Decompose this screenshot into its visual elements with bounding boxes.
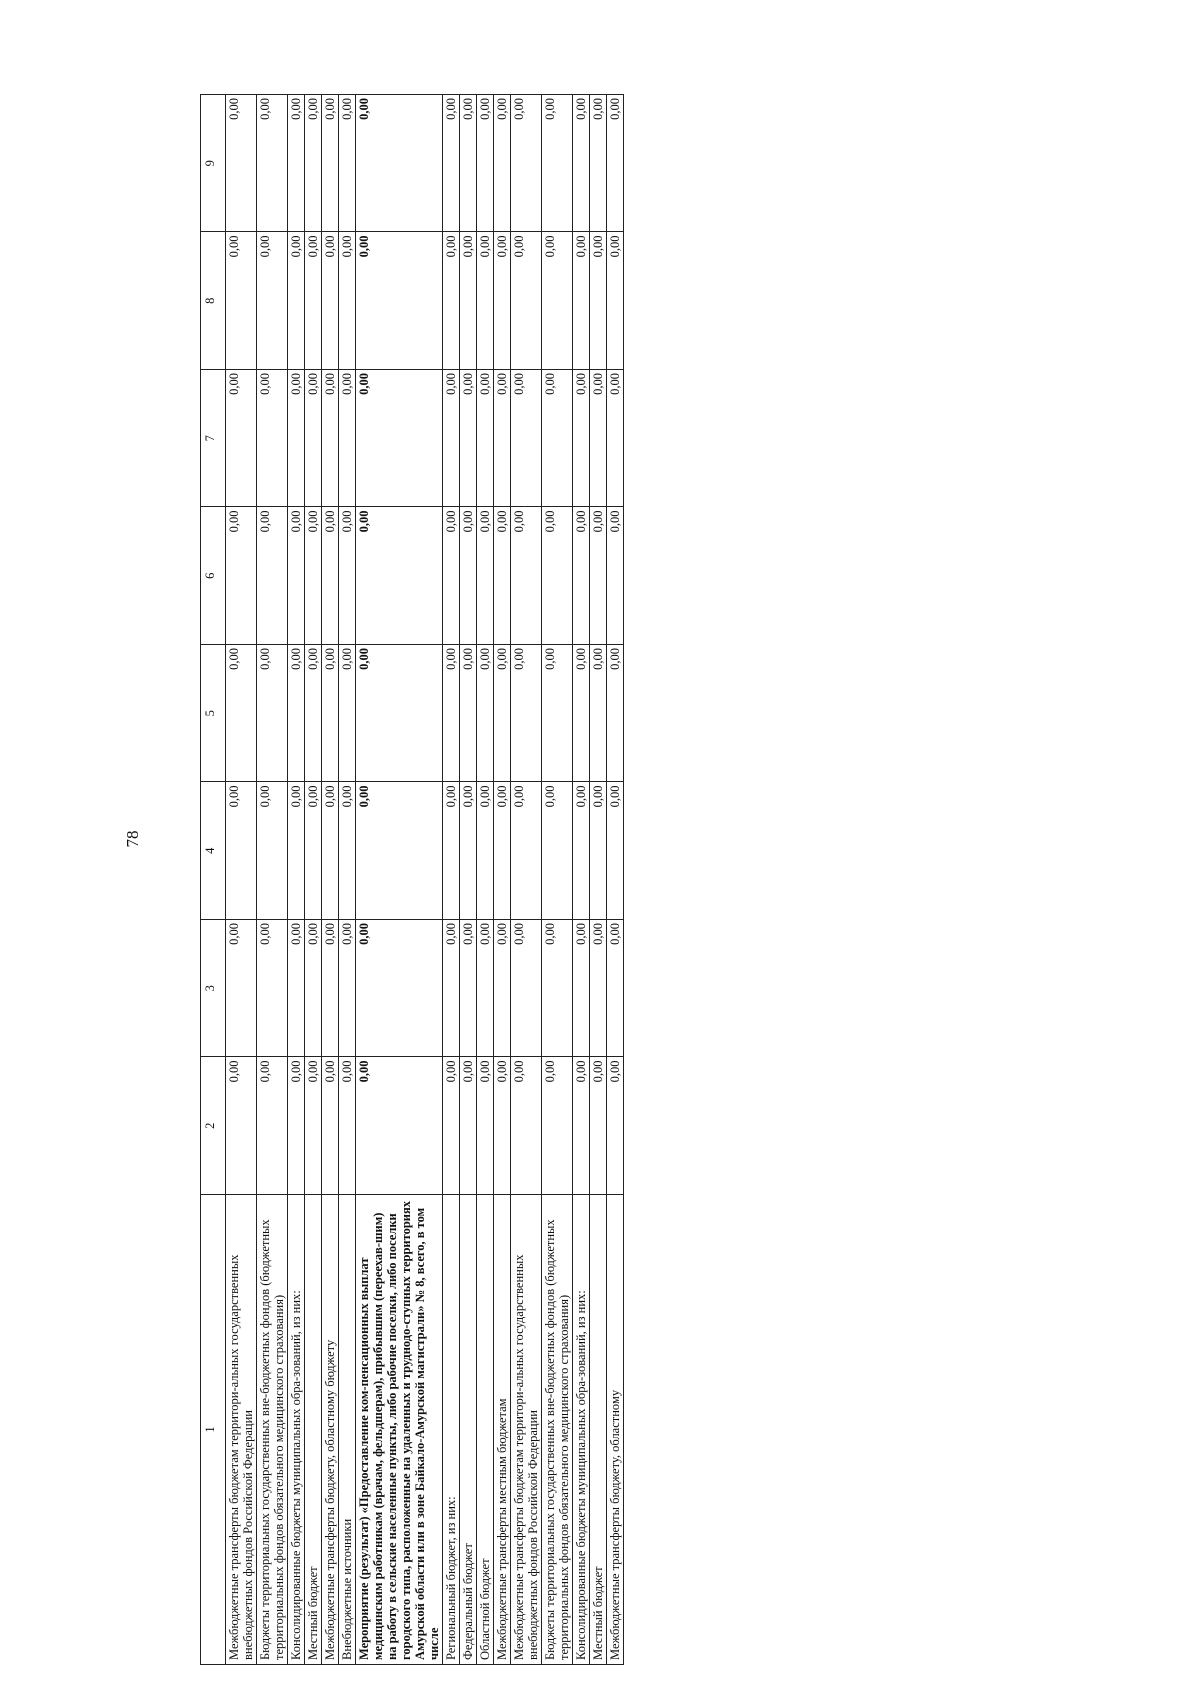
- value-cell: 0,00: [460, 232, 477, 370]
- value-cell: 0,00: [590, 645, 607, 783]
- row-label: Межбюджетные трансферты бюджетам территори-альных государственных внебюджетных фондов Российской Федерации: [226, 1195, 257, 1665]
- value-cell: 0,00: [443, 95, 460, 233]
- value-cell: 0,00: [511, 920, 542, 1058]
- row-label: Федеральный бюджет: [460, 1195, 477, 1665]
- value-cell: 0,00: [511, 95, 542, 233]
- value-cell: 0,00: [443, 920, 460, 1058]
- value-cell: 0,00: [226, 645, 257, 783]
- value-cell: 0,00: [257, 1057, 288, 1195]
- value-cell: 0,00: [305, 507, 322, 645]
- value-cell: 0,00: [607, 507, 624, 645]
- value-cell: 0,00: [443, 782, 460, 920]
- value-cell: 0,00: [257, 95, 288, 233]
- column-header-3: 3: [201, 920, 226, 1058]
- row-label: Местный бюджет: [305, 1195, 322, 1665]
- table-row: [477, 95, 494, 1665]
- table-row: [607, 95, 624, 1665]
- value-cell: 0,00: [542, 1057, 573, 1195]
- value-cell: 0,00: [607, 370, 624, 508]
- value-cell: 0,00: [460, 645, 477, 783]
- row-label: Межбюджетные трансферты бюджету, областному: [607, 1195, 624, 1665]
- row-label: Бюджеты территориальных государственных вне-бюджетных фондов (бюджетных территориальных фондов обязательного медицинского страхования): [257, 1195, 288, 1665]
- value-cell: 0,00: [356, 370, 443, 508]
- value-cell: 0,00: [305, 370, 322, 508]
- table-row: [590, 95, 607, 1665]
- value-cell: 0,00: [339, 370, 356, 508]
- value-cell: 0,00: [460, 782, 477, 920]
- value-cell: 0,00: [542, 920, 573, 1058]
- value-cell: 0,00: [288, 920, 305, 1058]
- value-cell: 0,00: [494, 95, 511, 233]
- value-cell: 0,00: [288, 232, 305, 370]
- value-cell: 0,00: [356, 232, 443, 370]
- value-cell: 0,00: [477, 232, 494, 370]
- column-header-4: 4: [201, 782, 226, 920]
- column-header-7: 7: [201, 370, 226, 508]
- value-cell: 0,00: [573, 645, 590, 783]
- value-cell: 0,00: [607, 232, 624, 370]
- value-cell: 0,00: [226, 782, 257, 920]
- value-cell: 0,00: [305, 782, 322, 920]
- row-label: Областной бюджет: [477, 1195, 494, 1665]
- value-cell: 0,00: [511, 232, 542, 370]
- value-cell: 0,00: [288, 645, 305, 783]
- value-cell: 0,00: [511, 782, 542, 920]
- row-label: Консолидированные бюджеты муниципальных обра-зований, из них:: [573, 1195, 590, 1665]
- value-cell: 0,00: [542, 782, 573, 920]
- value-cell: 0,00: [494, 1057, 511, 1195]
- value-cell: 0,00: [477, 645, 494, 783]
- row-label: Межбюджетные трансферты местным бюджетам: [494, 1195, 511, 1665]
- value-cell: 0,00: [460, 370, 477, 508]
- value-cell: 0,00: [542, 507, 573, 645]
- table-row: [494, 95, 511, 1665]
- value-cell: 0,00: [288, 370, 305, 508]
- value-cell: 0,00: [257, 782, 288, 920]
- value-cell: 0,00: [322, 370, 339, 508]
- column-header-1: 1: [201, 1195, 226, 1665]
- row-label: Мероприятие (результат) «Предоставление ком-пенсационных выплат медицинским работникам (врачам, фельдшерам), прибывшим (переехав-шим) на работу в сельские населенные пункты, либо рабочие поселки, либо поселки городского типа, расположенные на удаленных и труднодо-ступных территориях Амурской области или в зоне Байкало-Амурской магистрали» № 8, всего, в том числе: [356, 1195, 443, 1665]
- value-cell: 0,00: [511, 1057, 542, 1195]
- value-cell: 0,00: [322, 920, 339, 1058]
- table-row: [356, 95, 443, 1665]
- value-cell: 0,00: [573, 920, 590, 1058]
- value-cell: 0,00: [339, 232, 356, 370]
- value-cell: 0,00: [511, 507, 542, 645]
- table-row: [257, 95, 288, 1665]
- value-cell: 0,00: [542, 95, 573, 233]
- value-cell: 0,00: [477, 507, 494, 645]
- value-cell: 0,00: [322, 645, 339, 783]
- value-cell: 0,00: [226, 920, 257, 1058]
- value-cell: 0,00: [590, 232, 607, 370]
- value-cell: 0,00: [573, 507, 590, 645]
- value-cell: 0,00: [590, 1057, 607, 1195]
- column-header-6: 6: [201, 507, 226, 645]
- value-cell: 0,00: [356, 782, 443, 920]
- value-cell: 0,00: [356, 1057, 443, 1195]
- value-cell: 0,00: [305, 920, 322, 1058]
- column-header-8: 8: [201, 232, 226, 370]
- table-row: [443, 95, 460, 1665]
- value-cell: 0,00: [339, 1057, 356, 1195]
- value-cell: 0,00: [477, 782, 494, 920]
- value-cell: 0,00: [607, 782, 624, 920]
- value-cell: 0,00: [590, 370, 607, 508]
- value-cell: 0,00: [511, 370, 542, 508]
- value-cell: 0,00: [257, 507, 288, 645]
- value-cell: 0,00: [288, 1057, 305, 1195]
- value-cell: 0,00: [356, 95, 443, 233]
- page-number: 78: [123, 830, 142, 848]
- value-cell: 0,00: [322, 1057, 339, 1195]
- value-cell: 0,00: [477, 370, 494, 508]
- value-cell: 0,00: [356, 507, 443, 645]
- value-cell: 0,00: [226, 507, 257, 645]
- value-cell: 0,00: [226, 232, 257, 370]
- value-cell: 0,00: [477, 95, 494, 233]
- row-label: Межбюджетные трансферты бюджету, областному бюджету: [322, 1195, 339, 1665]
- table-row: [305, 95, 322, 1665]
- value-cell: 0,00: [305, 232, 322, 370]
- value-cell: 0,00: [443, 370, 460, 508]
- column-header-2: 2: [201, 1057, 226, 1195]
- value-cell: 0,00: [573, 370, 590, 508]
- value-cell: 0,00: [339, 95, 356, 233]
- value-cell: 0,00: [460, 920, 477, 1058]
- value-cell: 0,00: [305, 95, 322, 233]
- value-cell: 0,00: [573, 1057, 590, 1195]
- table-row: [288, 95, 305, 1665]
- value-cell: 0,00: [288, 95, 305, 233]
- rotated-table-container: [200, 95, 1100, 1665]
- value-cell: 0,00: [494, 370, 511, 508]
- value-cell: 0,00: [607, 645, 624, 783]
- value-cell: 0,00: [494, 645, 511, 783]
- value-cell: 0,00: [590, 782, 607, 920]
- value-cell: 0,00: [460, 507, 477, 645]
- value-cell: 0,00: [305, 1057, 322, 1195]
- table-row: [322, 95, 339, 1665]
- table-row: [339, 95, 356, 1665]
- value-cell: 0,00: [226, 95, 257, 233]
- value-cell: 0,00: [339, 920, 356, 1058]
- value-cell: 0,00: [443, 232, 460, 370]
- value-cell: 0,00: [573, 95, 590, 233]
- table-row: [226, 95, 257, 1665]
- value-cell: 0,00: [477, 1057, 494, 1195]
- value-cell: 0,00: [443, 507, 460, 645]
- value-cell: 0,00: [573, 232, 590, 370]
- value-cell: 0,00: [322, 95, 339, 233]
- value-cell: 0,00: [573, 782, 590, 920]
- value-cell: 0,00: [542, 370, 573, 508]
- value-cell: 0,00: [257, 920, 288, 1058]
- value-cell: 0,00: [356, 645, 443, 783]
- table-row: [542, 95, 573, 1665]
- value-cell: 0,00: [305, 645, 322, 783]
- row-label: Местный бюджет: [590, 1195, 607, 1665]
- value-cell: 0,00: [607, 95, 624, 233]
- value-cell: 0,00: [322, 782, 339, 920]
- value-cell: 0,00: [607, 920, 624, 1058]
- header-row: [201, 95, 226, 1665]
- value-cell: 0,00: [511, 645, 542, 783]
- value-cell: 0,00: [356, 920, 443, 1058]
- value-cell: 0,00: [257, 645, 288, 783]
- value-cell: 0,00: [288, 782, 305, 920]
- value-cell: 0,00: [226, 1057, 257, 1195]
- value-cell: 0,00: [339, 507, 356, 645]
- value-cell: 0,00: [322, 507, 339, 645]
- value-cell: 0,00: [607, 1057, 624, 1195]
- value-cell: 0,00: [590, 507, 607, 645]
- value-cell: 0,00: [443, 1057, 460, 1195]
- value-cell: 0,00: [590, 920, 607, 1058]
- table-row: [460, 95, 477, 1665]
- value-cell: 0,00: [494, 920, 511, 1058]
- row-label: Консолидированные бюджеты муниципальных обра-зований, из них:: [288, 1195, 305, 1665]
- column-header-5: 5: [201, 645, 226, 783]
- table-row: [511, 95, 542, 1665]
- value-cell: 0,00: [257, 370, 288, 508]
- row-label: Региональный бюджет, из них:: [443, 1195, 460, 1665]
- table-rotation-layer: [200, 95, 1100, 1665]
- value-cell: 0,00: [339, 645, 356, 783]
- row-label: Межбюджетные трансферты бюджетам территори-альных государственных внебюджетных фондов Российской Федерации: [511, 1195, 542, 1665]
- table-body: [226, 95, 624, 1665]
- value-cell: 0,00: [542, 232, 573, 370]
- value-cell: 0,00: [288, 507, 305, 645]
- budget-table: [200, 94, 624, 1665]
- value-cell: 0,00: [460, 95, 477, 233]
- value-cell: 0,00: [494, 232, 511, 370]
- value-cell: 0,00: [590, 95, 607, 233]
- table-row: [573, 95, 590, 1665]
- value-cell: 0,00: [494, 782, 511, 920]
- value-cell: 0,00: [257, 232, 288, 370]
- value-cell: 0,00: [226, 370, 257, 508]
- column-header-9: 9: [201, 95, 226, 233]
- row-label: Внебюджетные источники: [339, 1195, 356, 1665]
- value-cell: 0,00: [477, 920, 494, 1058]
- value-cell: 0,00: [494, 507, 511, 645]
- row-label: Бюджеты территориальных государственных вне-бюджетных фондов (бюджетных территориальных фондов обязательного медицинского страхования): [542, 1195, 573, 1665]
- value-cell: 0,00: [339, 782, 356, 920]
- value-cell: 0,00: [460, 1057, 477, 1195]
- value-cell: 0,00: [443, 645, 460, 783]
- value-cell: 0,00: [542, 645, 573, 783]
- value-cell: 0,00: [322, 232, 339, 370]
